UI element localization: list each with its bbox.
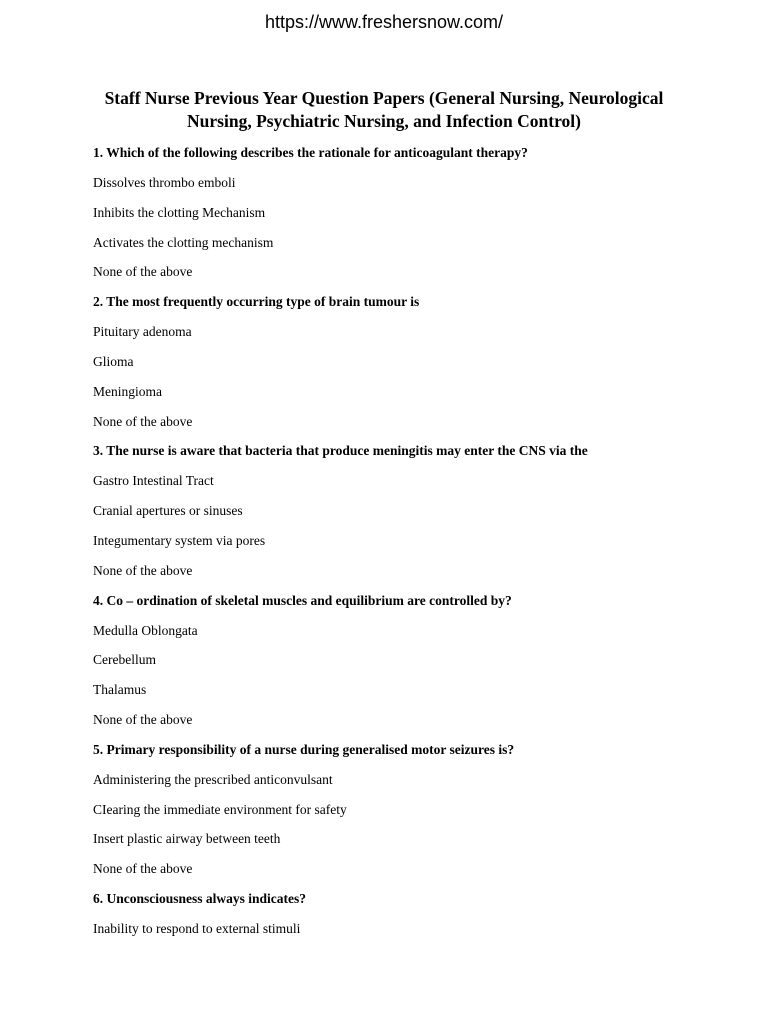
question-text: 6. Unconsciousness always indicates? <box>93 891 307 907</box>
answer-option: Cranial apertures or sinuses <box>93 503 243 519</box>
answer-option: Dissolves thrombo emboli <box>93 174 236 190</box>
answer-option: Administering the prescribed anticonvulsant <box>93 771 333 787</box>
answer-option: Gastro Intestinal Tract <box>93 473 214 489</box>
answer-option: Inhibits the clotting Mechanism <box>93 204 266 220</box>
answer-option: None of the above <box>93 562 193 578</box>
answer-option: None of the above <box>93 264 193 280</box>
answer-option: Inability to respond to external stimuli <box>93 920 301 936</box>
answer-option: CIearing the immediate environment for safety <box>93 801 347 817</box>
answer-option: Cerebellum <box>93 652 156 668</box>
question-text: 3. The nurse is aware that bacteria that produce meningitis may enter the CNS via the <box>93 443 588 459</box>
answer-option: Glioma <box>93 353 134 369</box>
question-text: 1. Which of the following describes the rationale for anticoagulant therapy? <box>93 145 528 160</box>
answer-option: None of the above <box>93 712 193 728</box>
question-text: 5. Primary responsibility of a nurse during generalised motor seizures is? <box>93 741 515 757</box>
question-text: 2. The most frequently occurring type of brain tumour is <box>93 294 420 310</box>
answer-option: Medulla Oblongata <box>93 622 198 638</box>
document-title: Staff Nurse Previous Year Question Papers (General Nursing, Neurological Nursing, Psychiatric Nursing, and Infection Control) <box>104 88 664 131</box>
site-url[interactable]: https://www.freshersnow.com/ <box>264 12 504 32</box>
answer-option: Insert plastic airway between teeth <box>93 831 281 847</box>
answer-option: Thalamus <box>93 682 147 698</box>
answer-option: Pituitary adenoma <box>93 324 192 340</box>
answer-option: Integumentary system via pores <box>93 532 266 548</box>
answer-option: None of the above <box>93 413 193 429</box>
question-text: 4. Co – ordination of skeletal muscles and equilibrium are controlled by? <box>93 592 512 608</box>
answer-option: Activates the clotting mechanism <box>93 234 274 250</box>
answer-option: Meningioma <box>93 383 162 399</box>
answer-option: None of the above <box>93 861 193 877</box>
question-list <box>93 144 713 950</box>
